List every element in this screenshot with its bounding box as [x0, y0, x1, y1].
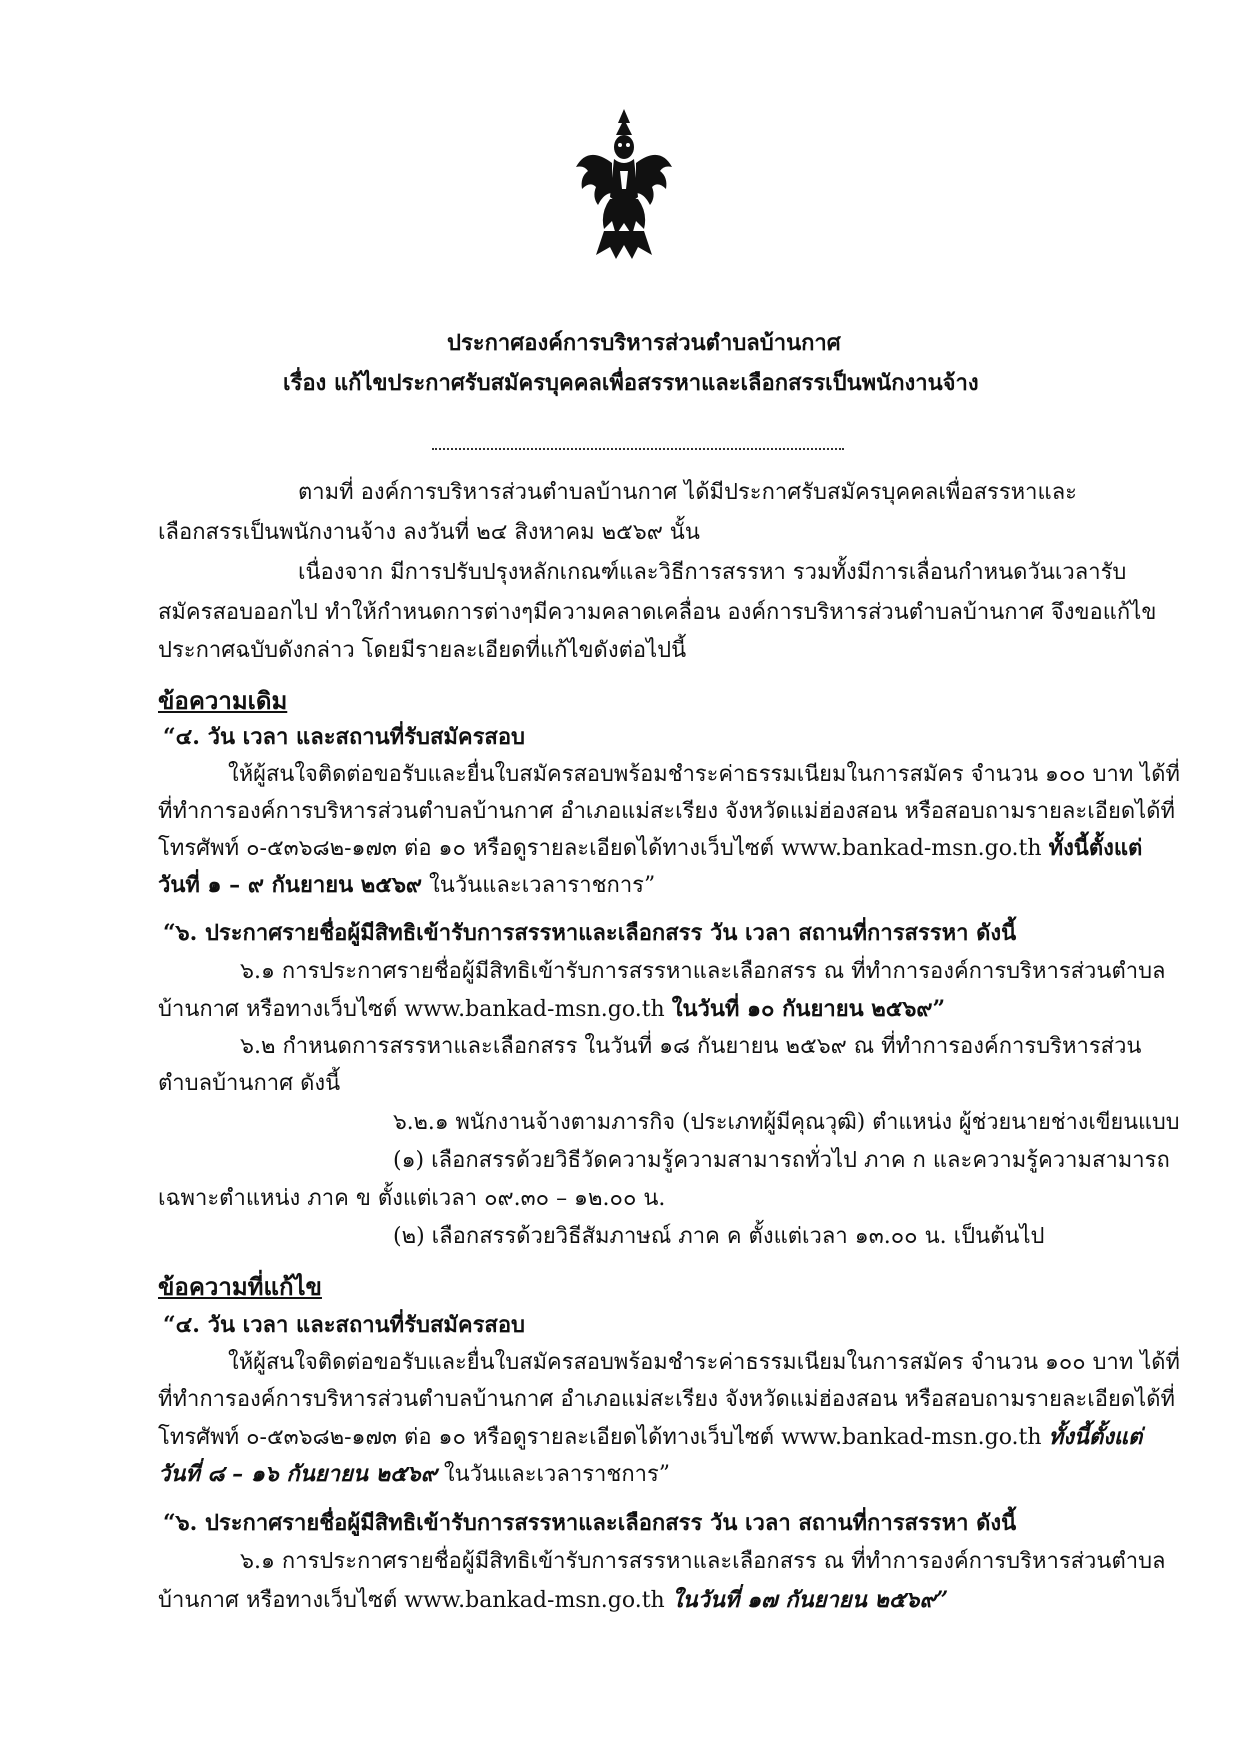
- revised-section-4-title: “๔. วัน เวลา และสถานที่รับสมัครสอบ: [163, 1312, 526, 1338]
- original-item-2: (๒) เลือกสรรด้วยวิธีสัมภาษณ์ ภาค ค ตั้งแต่เวลา ๑๓.๐๐ น. เป็นต้นไป: [393, 1224, 1045, 1249]
- original-section-6-2-line-1: ๖.๒ กำหนดการสรรหาและเลือกสรร ในวันที่ ๑๘ กันยายน ๒๕๖๙ ณ ที่ทำการองค์การบริหารส่วน: [240, 1034, 1142, 1059]
- revised-section-4-line-2: ที่ทำการองค์การบริหารส่วนตำบลบ้านกาศ อำเภอแม่สะเรียง จังหวัดแม่ฮ่องสอน หรือสอบถามรายละเอียดได้ที่: [158, 1387, 1175, 1412]
- original-section-6-2-line-2: ตำบลบ้านกาศ ดังนี้: [158, 1071, 341, 1096]
- intro-paragraph-2-line-1: เนื่องจาก มีการปรับปรุงหลักเกณฑ์และวิธีการสรรหา รวมทั้งมีการเลื่อนกำหนดวันเวลารับ: [298, 560, 1127, 585]
- original-item-1-line-1: (๑) เลือกสรรด้วยวิธีวัดความรู้ความสามารถทั่วไป ภาค ก และความรู้ความสามารถ: [393, 1148, 1170, 1173]
- original-section-6-1-line-2: บ้านกาศ หรือทางเว็บไซต์ www.bankad-msn.go.th ในวันที่ ๑๐ กันยายน ๒๕๖๙”: [158, 996, 946, 1022]
- garuda-emblem-icon: [570, 105, 678, 265]
- original-item-1-line-2: เฉพาะตำแหน่ง ภาค ข ตั้งแต่เวลา ๐๙.๓๐ – ๑๒.๐๐ น.: [158, 1186, 666, 1211]
- title-divider: [432, 448, 844, 450]
- revised-section-6-1-line-1: ๖.๑ การประกาศรายชื่อผู้มีสิทธิเข้ารับการสรรหาและเลือกสรร ณ ที่ทำการองค์การบริหารส่วนตำบล: [240, 1549, 1166, 1574]
- original-section-6-1-line-1: ๖.๑ การประกาศรายชื่อผู้มีสิทธิเข้ารับการสรรหาและเลือกสรร ณ ที่ทำการองค์การบริหารส่วนตำบล: [240, 959, 1166, 984]
- intro-paragraph-2-line-3: ประกาศฉบับดังกล่าว โดยมีรายละเอียดที่แก้ไขดังต่อไปนี้: [158, 638, 687, 663]
- intro-paragraph-2-line-2: สมัครสอบออกไป ทำให้กำหนดการต่างๆมีความคลาดเคลื่อน องค์การบริหารส่วนตำบลบ้านกาศ จึงขอแก้ไข: [158, 600, 1157, 625]
- revised-section-6-title: “๖. ประกาศรายชื่อผู้มีสิทธิเข้ารับการสรรหาและเลือกสรร วัน เวลา สถานที่การสรรหา ดังนี้: [163, 1510, 1017, 1536]
- original-section-6-2-1: ๖.๒.๑ พนักงานจ้างตามภารกิจ (ประเภทผู้มีคุณวุฒิ) ตำแหน่ง ผู้ช่วยนายช่างเขียนแบบ: [393, 1110, 1180, 1135]
- original-section-4-line-1: ให้ผู้สนใจติดต่อขอรับและยื่นใบสมัครสอบพร้อมชำระค่าธรรมเนียมในการสมัคร จำนวน ๑๐๐ บาท ได้ที่: [228, 762, 1180, 787]
- revised-section-6-1-line-2: บ้านกาศ หรือทางเว็บไซต์ www.bankad-msn.go.th ในวันที่ ๑๗ กันยายน ๒๕๖๙”: [158, 1587, 949, 1613]
- announcement-subject: เรื่อง แก้ไขประกาศรับสมัครบุคคลเพื่อสรรหาและเลือกสรรเป็นพนักงานจ้าง: [283, 370, 979, 396]
- intro-paragraph-1-line-2: เลือกสรรเป็นพนักงานจ้าง ลงวันที่ ๒๔ สิงหาคม ๒๕๖๙ นั้น: [158, 520, 700, 545]
- original-section-4-line-2: ที่ทำการองค์การบริหารส่วนตำบลบ้านกาศ อำเภอแม่สะเรียง จังหวัดแม่ฮ่องสอน หรือสอบถามรายละเอียดได้ที่: [158, 799, 1175, 824]
- original-section-6-title: “๖. ประกาศรายชื่อผู้มีสิทธิเข้ารับการสรรหาและเลือกสรร วัน เวลา สถานที่การสรรหา ดังนี้: [163, 920, 1017, 946]
- announcement-title: ประกาศองค์การบริหารส่วนตำบลบ้านกาศ: [447, 330, 841, 356]
- revised-section-4-line-3: โทรศัพท์ ๐-๕๓๖๘๒-๑๗๓ ต่อ ๑๐ หรือดูรายละเอียดได้ทางเว็บไซต์ www.bankad-msn.go.th ทั้งนี้ตั้งแต่: [158, 1424, 1143, 1450]
- intro-paragraph-1-line-1: ตามที่ องค์การบริหารส่วนตำบลบ้านกาศ ได้มีประกาศรับสมัครบุคคลเพื่อสรรหาและ: [298, 480, 1077, 505]
- revised-text-heading: ข้อความที่แก้ไข: [158, 1272, 322, 1301]
- original-section-4-title: “๔. วัน เวลา และสถานที่รับสมัครสอบ: [163, 724, 526, 750]
- revised-section-4-line-1: ให้ผู้สนใจติดต่อขอรับและยื่นใบสมัครสอบพร้อมชำระค่าธรรมเนียมในการสมัคร จำนวน ๑๐๐ บาท ได้ที่: [228, 1350, 1180, 1375]
- revised-section-4-line-4: วันที่ ๘ – ๑๖ กันยายน ๒๕๖๙ ในวันและเวลาราชการ”: [158, 1461, 671, 1487]
- original-section-4-line-3: โทรศัพท์ ๐-๕๓๖๘๒-๑๗๓ ต่อ ๑๐ หรือดูรายละเอียดได้ทางเว็บไซต์ www.bankad-msn.go.th ทั้งนี้ตั้งแต่: [158, 835, 1143, 861]
- original-text-heading: ข้อความเดิม: [158, 686, 288, 715]
- original-section-4-line-4: วันที่ ๑ – ๙ กันยายน ๒๕๖๙ ในวันและเวลาราชการ”: [158, 872, 656, 898]
